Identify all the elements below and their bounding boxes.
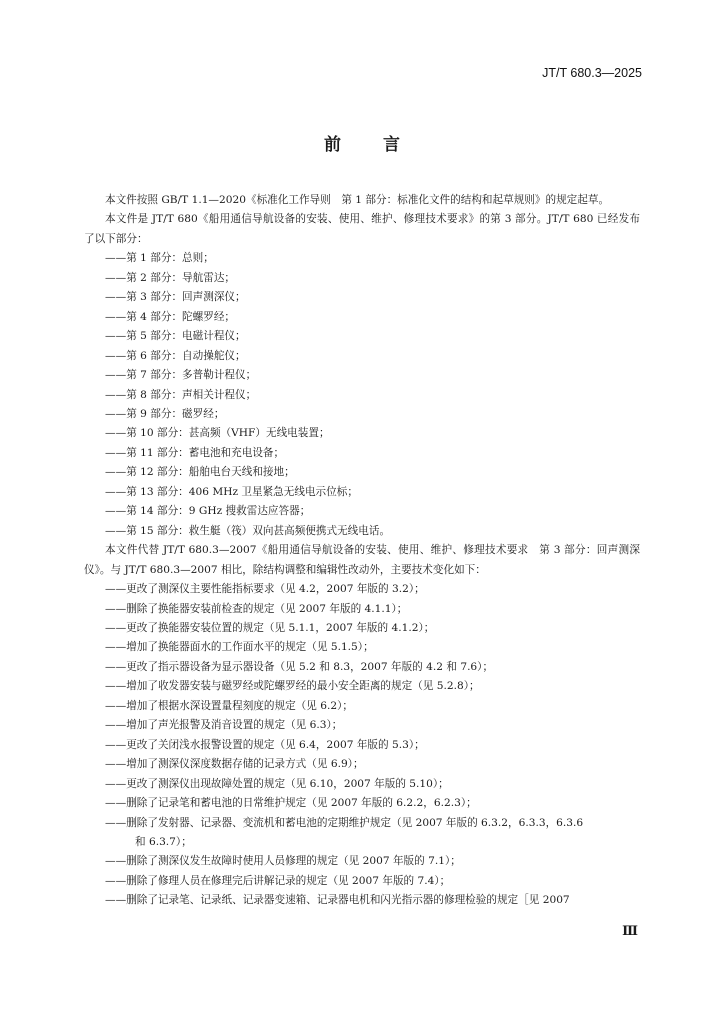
list-item: ——第 4 部分：陀螺罗经； (105, 310, 236, 323)
page-title: 前言 (324, 135, 442, 155)
body-text (84, 191, 640, 911)
list-item: ——第 6 部分：自动操舵仪； (105, 349, 246, 362)
list-item: ——更改了指示器设备为显示器设备（见 5.2 和 8.3，2007 年版的 4.2 和 7.6）； (105, 660, 494, 673)
paragraph-series-intro: 本文件是 JT/T 680《船用通信导航设备的安装、使用、维护、修理技术要求》的第 3 部分。JT/T 680 已经发布了以下部分： (84, 213, 640, 245)
list-item: ——第 10 部分：甚高频（VHF）无线电装置； (105, 427, 330, 440)
list-item: ——增加了换能器面水的工作面水平的规定（见 5.1.5）； (105, 641, 374, 654)
document-code: JT/T 680.3—2025 (542, 66, 642, 80)
list-item: ——更改了测深仪主要性能指标要求（见 4.2，2007 年版的 3.2）； (105, 583, 425, 596)
list-item: ——删除了换能器安装前检查的规定（见 2007 年版的 4.1.1）； (105, 602, 408, 615)
list-item: ——第 3 部分：回声测深仪； (105, 291, 246, 304)
list-item: ——增加了测深仪深度数据存储的记录方式（见 6.9）； (105, 758, 364, 771)
list-item: ——更改了关闭浅水报警设置的规定（见 6.4，2007 年版的 5.3）； (105, 738, 425, 751)
list-item: ——第 12 部分：船舶电台天线和接地； (105, 466, 295, 479)
parts-list (84, 249, 640, 541)
list-item: ——第 14 部分：9 GHz 搜救雷达应答器； (105, 505, 311, 518)
list-item: ——第 8 部分：声相关计程仪； (105, 388, 257, 401)
list-item: ——第 15 部分：救生艇（筏）双向甚高频便携式无线电话。 (105, 524, 391, 537)
list-item: ——删除了记录笔、记录纸、记录器变速箱、记录器电机和闪光指示器的修理检验的规定［见 2007 (105, 894, 570, 907)
paragraph-drafting-rules: 本文件按照 GB/T 1.1—2020《标准化工作导则 第 1 部分：标准化文件的结构和起草规则》的规定起草。 (105, 194, 610, 206)
list-item: ——第 1 部分：总则； (105, 252, 214, 265)
list-item: ——第 7 部分：多普勒计程仪； (105, 369, 257, 382)
list-item: ——删除了修理人员在修理完后讲解记录的规定（见 2007 年版的 7.4）； (105, 874, 451, 887)
list-item: ——更改了测深仪出现故障处置的规定（见 6.10，2007 年版的 5.10）； (105, 777, 449, 790)
list-item: ——第 5 部分：电磁计程仪； (105, 330, 246, 343)
list-item-continuation: 和 6.3.7）； (135, 835, 192, 848)
list-item: ——增加了根据水深设置量程刻度的规定（见 6.2）； (105, 699, 353, 712)
list-item: ——更改了换能器安装位置的规定（见 5.1.1，2007 年版的 4.1.2）； (105, 621, 435, 634)
paragraph-replacement: 本文件代替 JT/T 680.3—2007《船用通信导航设备的安装、使用、维护、修理技术要求 第 3 部分：回声测深仪》。与 JT/T 680.3—2007 相比，除结构调整和编辑性改动外，主要技术变化如下： (84, 544, 640, 576)
list-item: ——增加了收发器安装与磁罗经或陀螺罗经的最小安全距离的规定（见 5.2.8）； (105, 680, 480, 693)
list-item: ——删除了发射器、记录器、变流机和蓄电池的定期维护规定（见 2007 年版的 6.3.2，6.3.3，6.3.6 (105, 816, 584, 829)
list-item: ——第 13 部分：406 MHz 卫星紧急无线电示位标； (105, 485, 358, 498)
list-item: ——删除了测深仪发生故障时使用人员修理的规定（见 2007 年版的 7.1）； (105, 855, 461, 868)
page-number: Ⅲ (622, 923, 638, 938)
list-item: ——第 2 部分：导航雷达； (105, 271, 236, 284)
list-item: ——增加了声光报警及消音设置的规定（见 6.3）； (105, 719, 343, 732)
list-item: ——删除了记录笔和蓄电池的日常维护规定（见 2007 年版的 6.2.2，6.2.3）； (105, 797, 477, 810)
list-item: ——第 9 部分：磁罗经； (105, 407, 225, 420)
list-item: ——第 11 部分：蓄电池和充电设备； (105, 446, 285, 459)
changes-list (84, 580, 640, 911)
